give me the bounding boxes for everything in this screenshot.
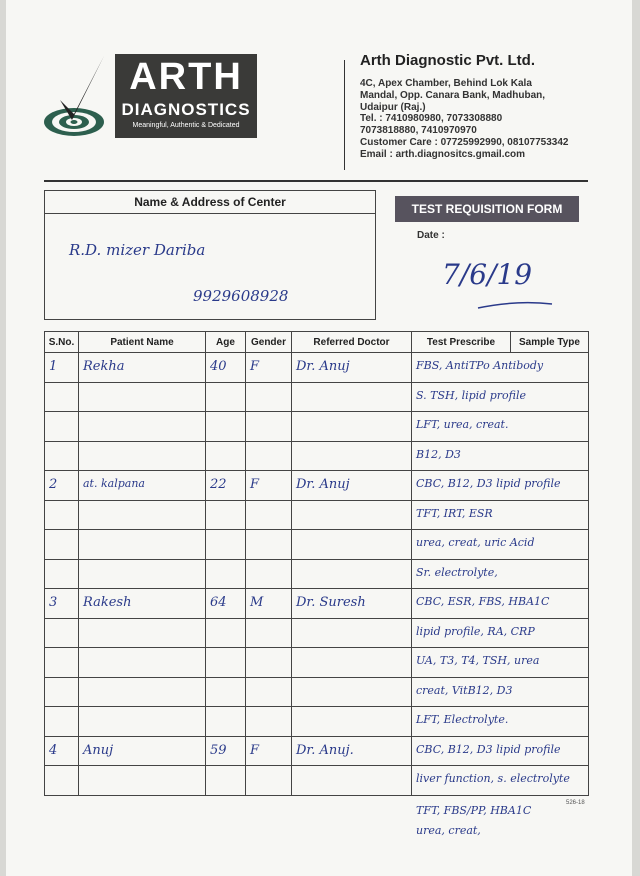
row-age: 59 — [210, 742, 227, 758]
row-tests: CBC, B12, D3 lipid profile — [416, 477, 561, 490]
row-tests-overflow: urea, creat, — [416, 824, 481, 837]
target-check-icon — [42, 52, 112, 142]
row-gender: M — [250, 595, 264, 610]
row-name: Rekha — [83, 359, 125, 374]
row-tests: Sr. electrolyte, — [416, 565, 498, 579]
row-tests: lipid profile, RA, CRP — [416, 624, 535, 638]
address-line: Customer Care : 07725992990, 08107753342 — [360, 136, 569, 148]
table-row — [45, 471, 589, 501]
table-row — [45, 353, 589, 383]
row-sno: 2 — [49, 477, 58, 492]
row-tests: FBS, AntiTPo Antibody — [416, 359, 544, 372]
date-label: Date : — [417, 230, 445, 241]
row-tests: creat, VitB12, D3 — [416, 683, 513, 697]
logo-tagline: Meaningful, Authentic & Dedicated — [132, 122, 240, 129]
row-tests: B12, D3 — [416, 447, 461, 461]
row-sno: 1 — [49, 359, 58, 374]
date-underline — [476, 298, 556, 314]
form-stamp: 526-18 — [566, 800, 585, 806]
header-rule — [44, 180, 588, 182]
row-name: Anuj — [83, 742, 114, 758]
row-doctor: Dr. Suresh — [296, 595, 366, 610]
header-divider — [344, 60, 345, 170]
row-tests: S. TSH, lipid profile — [416, 388, 527, 402]
row-tests: CBC, B12, D3 lipid profile — [416, 742, 561, 756]
address-line: Mandal, Opp. Canara Bank, Madhuban, — [360, 89, 546, 101]
row-tests: LFT, urea, creat. — [416, 418, 509, 431]
row-name: at. kalpana — [83, 477, 145, 490]
row-tests: UA, T3, T4, TSH, urea — [416, 654, 540, 667]
date-handwritten: 7/6/19 — [442, 258, 533, 291]
row-sno: 3 — [49, 595, 58, 610]
header-doctor: Referred Doctor — [292, 332, 412, 353]
row-gender: F — [250, 359, 260, 374]
row-sno: 4 — [49, 742, 58, 758]
header-patient-name: Patient Name — [79, 332, 206, 353]
logo-box — [115, 54, 257, 138]
center-heading: Name & Address of Center — [45, 191, 375, 214]
header-test: Test Prescribe — [412, 332, 511, 353]
form-title: TEST REQUISITION FORM — [395, 196, 579, 222]
address-line: Email : arth.diagnositcs.gmail.com — [360, 148, 526, 160]
header-age: Age — [206, 332, 246, 353]
header-sno: S.No. — [45, 332, 79, 353]
row-tests: LFT, Electrolyte. — [416, 713, 509, 726]
row-age: 40 — [210, 359, 227, 374]
table-row — [45, 589, 589, 619]
logo-sub: DIAGNOSTICS — [121, 100, 251, 119]
row-tests: CBC, ESR, FBS, HBA1C — [416, 595, 550, 608]
row-age: 22 — [210, 477, 227, 492]
row-age: 64 — [210, 595, 227, 610]
row-tests: TFT, IRT, ESR — [416, 506, 493, 520]
address-line: Udaipur (Raj.) — [360, 101, 426, 113]
table-row — [45, 736, 589, 766]
table-header-row — [45, 332, 589, 353]
row-doctor: Dr. Anuj — [296, 359, 350, 374]
address-line: 4C, Apex Chamber, Behind Lok Kala — [360, 78, 532, 89]
row-gender: F — [250, 742, 260, 758]
row-doctor: Dr. Anuj. — [296, 742, 354, 758]
company-address — [360, 78, 569, 161]
requisition-table — [44, 331, 589, 796]
row-tests: urea, creat, uric Acid — [416, 536, 535, 549]
center-box — [44, 190, 376, 320]
address-line: Tel. : 7410980980, 7073308880 — [360, 113, 503, 125]
row-tests-overflow: TFT, FBS/PP, HBA1C — [416, 804, 532, 817]
row-gender: F — [250, 477, 260, 492]
logo-word: ARTH — [129, 56, 243, 98]
row-tests: liver function, s. electrolyte — [416, 772, 570, 785]
center-name-handwritten: R.D. mizer Dariba — [69, 241, 206, 259]
arth-logo — [42, 52, 262, 142]
requisition-page — [6, 0, 632, 876]
header-gender: Gender — [246, 332, 292, 353]
company-name: Arth Diagnostic Pvt. Ltd. — [360, 52, 536, 69]
header-sample: Sample Type — [511, 332, 589, 353]
row-name: Rakesh — [83, 595, 132, 610]
row-doctor: Dr. Anuj — [296, 477, 350, 492]
center-phone-handwritten: 9929608928 — [193, 287, 289, 305]
address-line: 7073818880, 7410970970 — [360, 125, 477, 137]
